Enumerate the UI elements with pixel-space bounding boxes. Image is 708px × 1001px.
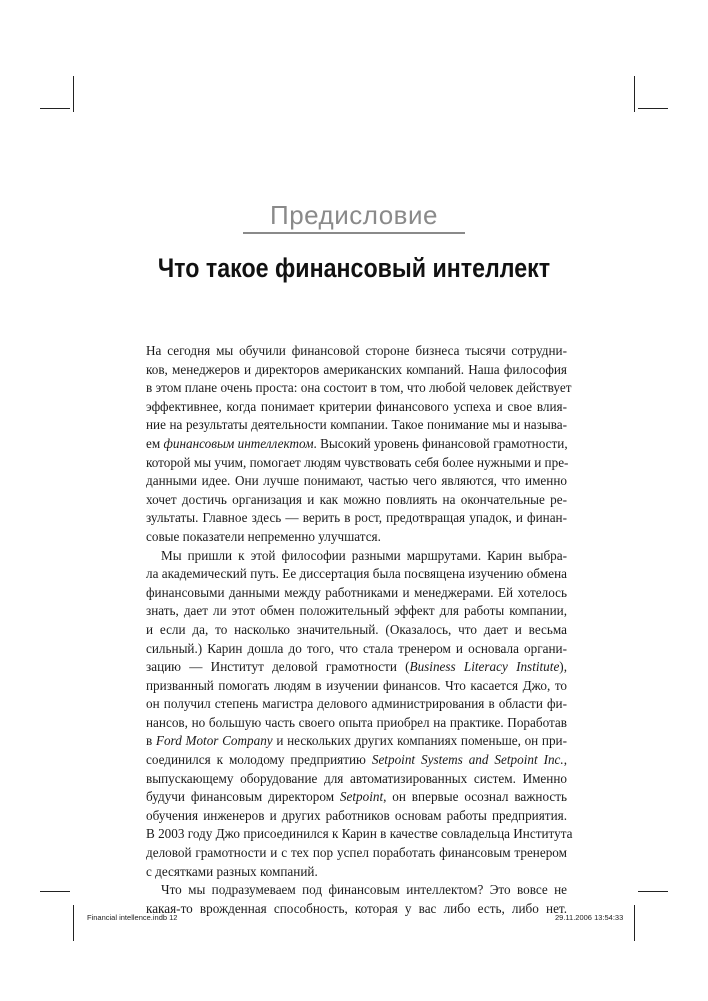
text-run: какая-то врожденная способность, которая у вас либо есть, либо нет.	[146, 900, 567, 916]
text-line	[146, 547, 567, 566]
chapter-title: Что такое финансовый интеллект	[157, 253, 551, 283]
text-line	[146, 528, 567, 547]
text-line	[146, 640, 567, 659]
text-line	[146, 565, 567, 584]
text-run: ков, менеджеров и директоров американских компаний. Наша философия	[146, 361, 567, 377]
text-line	[146, 695, 567, 714]
text-line	[146, 863, 567, 882]
text-run: выпускающему оборудование для автоматизированных систем. Именно	[146, 770, 567, 786]
text-run: деловой грамотности и с тех пор успел поработать финансовым тренером	[146, 845, 567, 861]
text-run: знать, дает ли этот обмен положительный эффект для работы компании,	[146, 603, 567, 619]
italic-term: финансовым интеллектом	[163, 435, 314, 451]
text-line	[146, 435, 567, 454]
crop-mark-bottom-left	[73, 905, 74, 941]
text-run: в этом плане очень проста: она состоит в том, что любой человек действует	[146, 380, 572, 396]
text-run: с десятками разных компаний.	[146, 863, 318, 879]
paragraph	[146, 342, 572, 547]
text-line	[146, 788, 567, 807]
text-run: в	[146, 733, 156, 749]
text-run: соединился к молодому предприятию	[146, 752, 372, 768]
text-run: зацию — Институт деловой грамотности (	[146, 659, 410, 675]
footer-timestamp: 29.11.2006 13:54:33	[555, 913, 624, 922]
crop-mark-top-left	[73, 76, 74, 112]
text-line	[146, 472, 567, 491]
text-run: ),	[559, 659, 567, 675]
text-line	[146, 342, 567, 361]
text-run: будучи финансовым директором	[146, 789, 340, 805]
text-line	[146, 807, 567, 826]
text-run: нансов, но большую часть своего опыта приобрел на практике. Поработав	[146, 714, 567, 730]
text-run: эффективнее, когда понимает критерии финансового успеха и свое влия-	[146, 398, 567, 414]
text-run: и если да, то насколько значительный. (Оказалось, что дает и весьма	[146, 621, 567, 637]
text-line	[146, 416, 567, 435]
text-line	[146, 714, 567, 733]
text-run: ем	[146, 435, 164, 451]
crop-mark-top-right	[634, 76, 635, 112]
text-line	[146, 900, 567, 919]
text-run: На сегодня мы обучили финансовой стороне бизнеса тысячи сотрудни-	[146, 343, 567, 358]
text-run: и нескольких других компаниях поменьше, он при-	[272, 733, 567, 749]
kicker-underline	[243, 232, 465, 234]
text-line	[146, 509, 567, 528]
paragraph	[146, 547, 573, 882]
crop-mark-bottom-right-h	[638, 891, 668, 892]
crop-mark-top-right-h	[638, 108, 668, 109]
text-run: зультаты. Главное здесь — верить в рост, предотвращая упадок, и финан-	[146, 510, 567, 526]
text-line	[146, 881, 567, 900]
text-run: совые показатели непременно улучшатся.	[146, 528, 381, 544]
text-run: ла академический путь. Ее диссертация была посвящена изучению обмена	[146, 566, 567, 582]
paragraph	[146, 881, 567, 918]
text-line	[146, 379, 572, 398]
text-run: Что мы подразумеваем под финансовым интеллектом? Это вовсе не	[161, 882, 567, 898]
text-run: ,	[563, 752, 567, 768]
text-line	[146, 621, 567, 640]
text-line	[146, 658, 567, 677]
italic-term: Setpoint	[339, 789, 384, 805]
text-line	[146, 770, 567, 789]
italic-term: Business Literacy Institute	[409, 659, 560, 675]
crop-mark-bottom-left-h	[40, 891, 70, 892]
text-line	[146, 398, 567, 417]
text-run: хочет достичь организация и как можно повлиять на окончательные ре-	[146, 491, 567, 507]
text-run: обучения инженеров и других работников основам работы предприятия.	[146, 807, 567, 823]
footer-file-info: Financial intellence.indb 12	[87, 913, 178, 922]
crop-mark-top-left-h	[40, 108, 70, 109]
text-run: сильный.) Карин дошла до того, что стала тренером и основала органи-	[146, 640, 567, 656]
text-line	[146, 491, 567, 510]
text-line	[146, 361, 567, 380]
chapter-kicker: Предисловие	[270, 200, 438, 230]
text-run: которой мы учим, помогает людям чувствовать себя более нужными и пре-	[146, 454, 569, 470]
text-run: , он впервые осознал важность	[383, 789, 568, 805]
text-run: призванный помогать людям в изучении финансов. Что касается Джо, то	[146, 677, 567, 693]
text-run: . Высокий уровень финансовой грамотности,	[313, 435, 568, 451]
text-line	[146, 602, 567, 621]
italic-term: Ford Motor Company	[155, 733, 273, 749]
text-run: ние на результаты деятельности компании. Такое понимание мы и называ-	[146, 417, 567, 433]
text-line	[146, 844, 567, 863]
body-text	[146, 342, 573, 918]
text-run: данными идее. Они лучше понимают, частью чего являются, что именно	[146, 473, 567, 489]
text-line	[146, 732, 567, 751]
crop-mark-bottom-right	[634, 905, 635, 941]
text-line	[146, 584, 567, 603]
text-run: финансовыми данными между работниками и менеджерами. Ей хотелось	[146, 584, 567, 600]
text-line	[146, 454, 567, 473]
text-line	[146, 825, 573, 844]
italic-term: Setpoint Systems and Setpoint Inc.	[371, 752, 564, 768]
text-run: В 2003 году Джо присоединился к Карин в качестве совладельца Института	[146, 826, 573, 842]
text-run: он получил степень магистра делового администрирования в области фи-	[146, 696, 567, 712]
text-line	[146, 677, 567, 696]
text-line	[146, 751, 567, 770]
text-run: Мы пришли к этой философии разными маршрутами. Карин выбра-	[161, 547, 567, 563]
